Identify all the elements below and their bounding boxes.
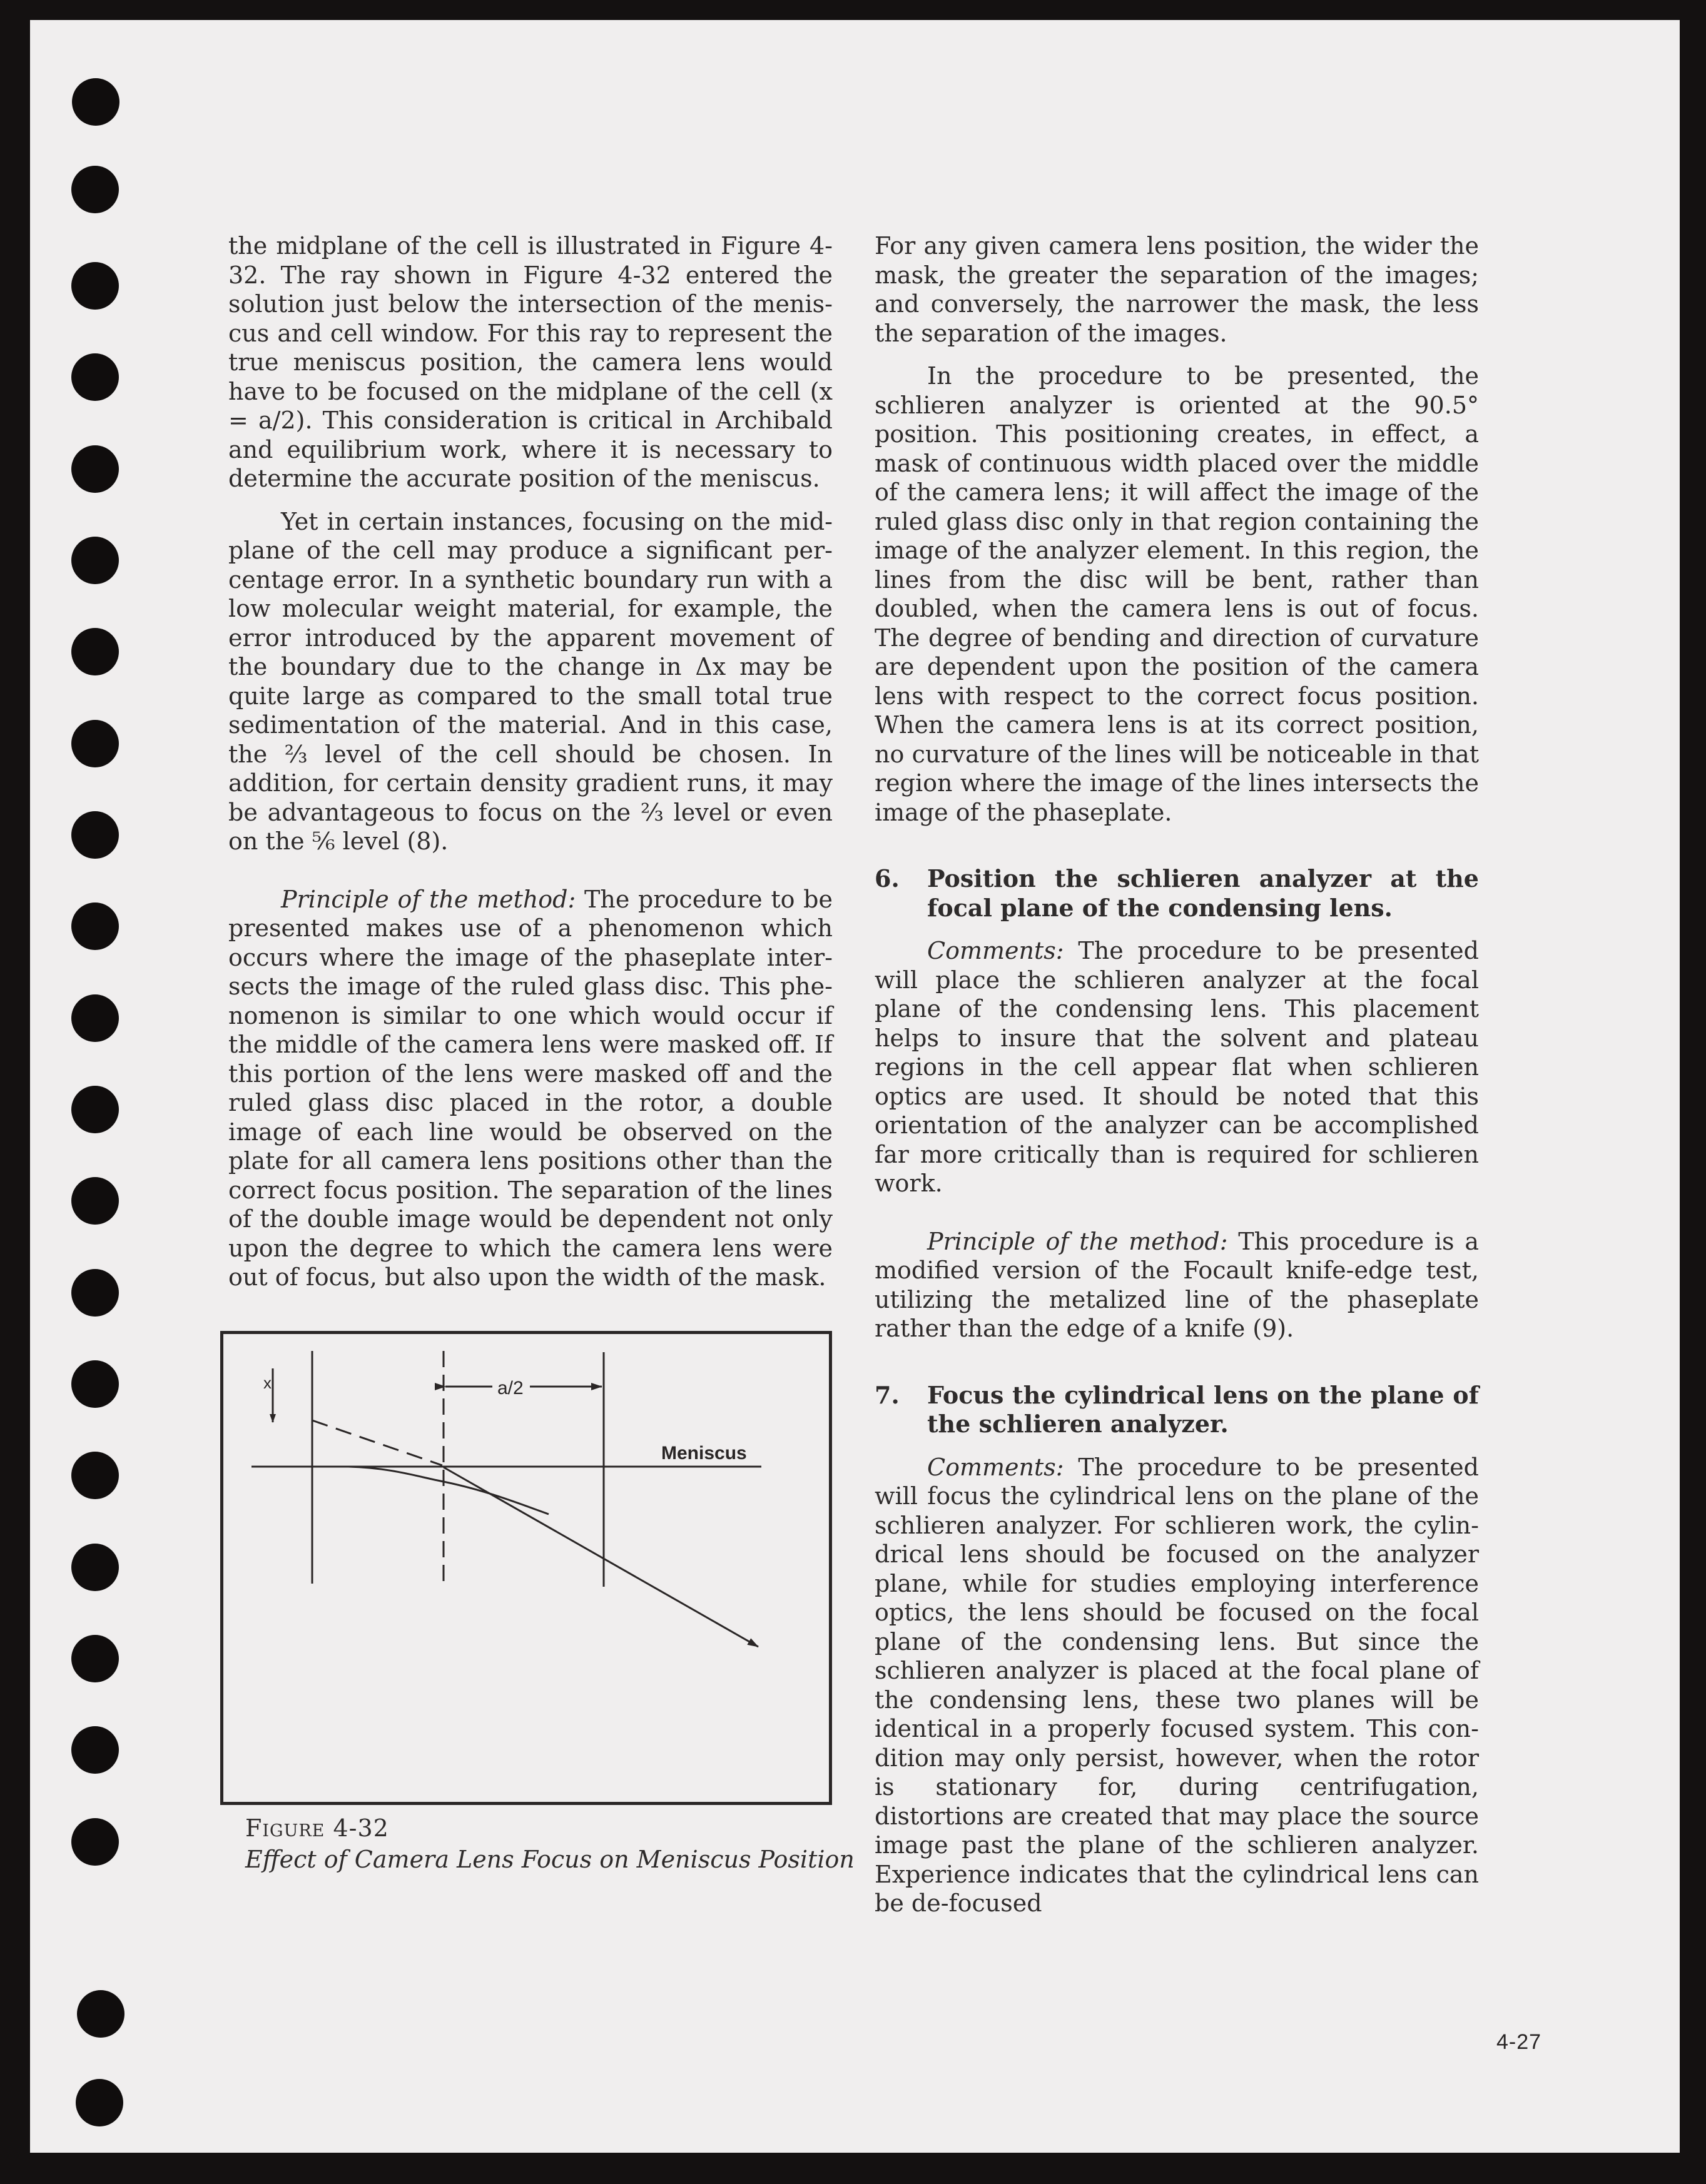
step-title: Position the schlieren analyzer at the focal plane of the condensing lens. [927, 864, 1479, 922]
binder-hole [71, 1269, 119, 1317]
binder-hole [71, 1452, 119, 1499]
principle-label: Principle of the method: [927, 1227, 1228, 1255]
left-column [228, 231, 833, 1292]
step-6-principle [875, 1227, 1479, 1343]
step-title: Focus the cylindrical lens on the plane of the schlieren analyzer. [927, 1380, 1479, 1438]
x-label: x [263, 1373, 272, 1392]
step-6-heading [875, 864, 1479, 923]
binder-hole [71, 902, 119, 950]
binder-hole [71, 1360, 119, 1408]
figure-4-32-diagram [220, 1331, 832, 1805]
figure-title: Effect of Camera Lens Focus on Meniscus Position [245, 1846, 855, 1873]
binder-hole [71, 720, 119, 767]
comments-label: Comments: [927, 1453, 1064, 1481]
step-number: 6. [875, 864, 900, 892]
paragraph: Yet in certain instances, focusing on the midplane of the cell may produce a significant percentage error. In a synthetic boundary run with a low molecular weight material, for example, the error introduced by the apparent movement of the boundary due to the change in Δx may be quite large as compared to the small total true sedimentation of the material. And in this case, the ⅔ level of the cell should be chosen. In addition, for certain density gradient runs, it may be advantageous to focus on the ⅔ level or even on the ⅚ level (8). [228, 507, 833, 855]
binder-hole [71, 1818, 119, 1866]
binder-hole [71, 353, 119, 401]
step-7-heading [875, 1381, 1479, 1439]
curved-ray-path [348, 1467, 549, 1514]
step-number: 7. [875, 1380, 900, 1409]
binder-hole [71, 628, 119, 675]
comments-text: The procedure to be presented will focus the cylindrical lens on the plane of the schlieren analyzer. For schlieren work, the cylindrical lens should be focused on the analyzer plane, while for studies employing interference optics, the lens should be focused on the focal plane of the condensing lens. But since the schlieren analyzer is placed at the focal plane of the condensing lens, these two planes will be identical in a properly focused system. This condition may only persist, however, when the rotor is stationary for, during centrifugation, distortions are created that may place the source image past the plane of the schlieren analyzer. Experience indicates that the cylindrical lens can be de-focused [875, 1453, 1479, 1917]
binder-hole [77, 1990, 124, 2038]
paragraph-principle [228, 885, 833, 1292]
binder-holes [30, 20, 155, 2153]
half-width-label: a/2 [497, 1378, 524, 1398]
binder-hole [71, 166, 119, 213]
paragraph: the midplane of the cell is illustrated in Figure 4-32. The ray shown in Figure 4-32 entered the solution just below the intersection of the meniscus and cell window. For this ray to represent the true meniscus position, the camera lens would have to be focused on the midplane of the cell (x = a/2). This consideration is critical in Archibald and equilibrium work, where it is necessary to determine the accurate position of the meniscus. [228, 232, 833, 492]
meniscus-label: Meniscus [661, 1443, 747, 1464]
binder-hole [71, 1177, 119, 1225]
binder-hole [76, 2079, 123, 2126]
extrapolated-ray-dashed [312, 1420, 442, 1465]
page-number: 4-27 [1496, 2030, 1542, 2054]
binder-hole [71, 1635, 119, 1682]
paragraph: In the procedure to be presented, the schlieren analyzer is oriented at the 90.5° position. This positioning creates, in effect, a mask of continuous width placed over the middle of the camera lens; it will affect the image of the ruled glass disc only in that region containing the image of the analyzer element. In this region, the lines from the disc will be bent, rather than doubled, when the camera lens is out of focus. The degree of bending and direction of curvature are dependent upon the position of the camera lens with respect to the correct focus position. When the camera lens is at its correct position, no curvature of the lines will be noticeable in that region where the image of the lines intersects the image of the phaseplate. [875, 362, 1479, 826]
binder-hole [71, 262, 119, 310]
step-7-comments [875, 1453, 1479, 1918]
paragraph: For any given camera lens position, the wider the mask, the greater the separation of the images; and conversely, the narrower the mask, the less the separation of the images. [875, 232, 1479, 347]
binder-hole [71, 537, 119, 584]
comments-label: Comments: [927, 937, 1064, 964]
binder-hole [71, 994, 119, 1042]
comments-text: The procedure to be presented will place the schlieren analyzer at the focal plane of the condensing lens. This placement helps to insure that the solvent and plateau regions in the cell appear flat when schlieren optics are used. It should be noted that this orientation of the analyzer can be accomplished far more critically than is required for schlieren work. [875, 937, 1479, 1197]
meniscus-diagram-svg [223, 1334, 829, 1802]
binder-hole [72, 78, 119, 126]
principle-text: The procedure to be presented makes use of a phenomenon which occurs where the image of the phaseplate intersects the image of the ruled glass disc. This phenomenon is similar to one which would occur if the middle of the camera lens were masked off. If this portion of the lens were masked off and the ruled glass disc placed in the rotor, a double image of each line would be observed on the plate for all camera lens positions other than the correct focus position. The separation of the lines of the double image would be dependent not only upon the degree to which the camera lens were out of focus, but also upon the width of the mask. [228, 885, 833, 1291]
binder-hole [71, 811, 119, 859]
binder-hole [71, 1086, 119, 1133]
binder-hole [71, 1726, 119, 1774]
binder-hole [71, 1544, 119, 1591]
right-column [875, 231, 1479, 1918]
step-6-comments [875, 936, 1479, 1198]
principle-label: Principle of the method: [281, 885, 576, 913]
binder-hole [71, 445, 119, 493]
principle-text: This procedure is a modified version of the Focault knife-edge test, utilizing the metalized line of the phaseplate rather than the edge of a knife (9). [875, 1227, 1479, 1342]
ray-arrow [444, 1467, 758, 1647]
figure-number: Figure 4-32 [245, 1814, 389, 1842]
figure-caption [245, 1812, 871, 1875]
